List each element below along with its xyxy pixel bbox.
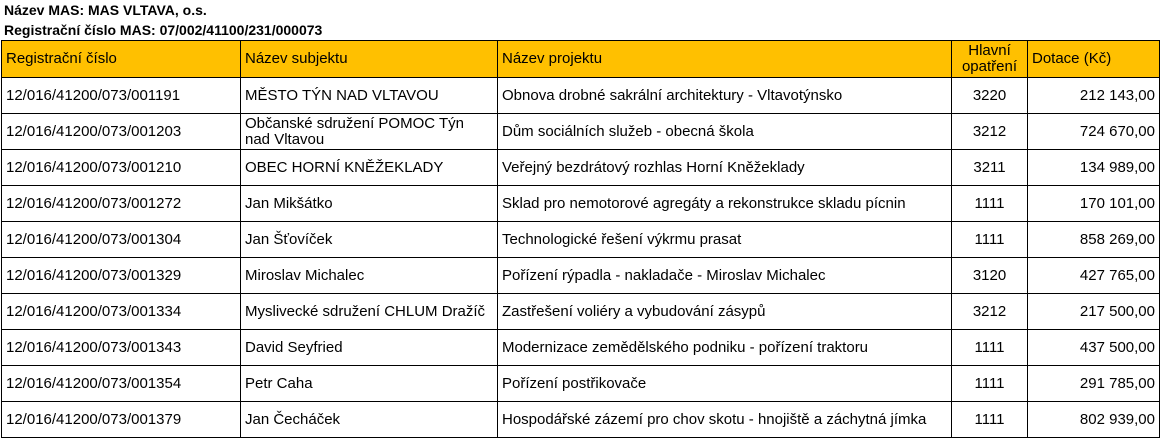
column-header-measure: Hlavní opatření bbox=[952, 41, 1028, 78]
amount-cell: 802 939,00 bbox=[1028, 402, 1160, 438]
measure-cell: 3212 bbox=[952, 294, 1028, 330]
mas-name-heading: Název MAS: MAS VLTAVA, o.s. bbox=[4, 2, 207, 18]
project-cell: Pořízení rýpadla - nakladače - Miroslav Michalec bbox=[498, 258, 952, 294]
project-cell: Sklad pro nemotorové agregáty a rekonstrukce skladu pícnin bbox=[498, 186, 952, 222]
measure-cell: 1111 bbox=[952, 402, 1028, 438]
subject-cell: MĚSTO TÝN NAD VLTAVOU bbox=[241, 78, 498, 114]
table-row bbox=[2, 258, 1160, 294]
registration-cell: 12/016/41200/073/001210 bbox=[2, 150, 241, 186]
registration-cell: 12/016/41200/073/001304 bbox=[2, 222, 241, 258]
measure-cell: 1111 bbox=[952, 222, 1028, 258]
registration-cell: 12/016/41200/073/001354 bbox=[2, 366, 241, 402]
amount-cell: 217 500,00 bbox=[1028, 294, 1160, 330]
project-cell: Technologické řešení výkrmu prasat bbox=[498, 222, 952, 258]
project-cell: Modernizace zemědělského podniku - pořízení traktoru bbox=[498, 330, 952, 366]
column-header-project: Název projektu bbox=[498, 41, 952, 78]
project-cell: Hospodářské zázemí pro chov skotu - hnojiště a záchytná jímka bbox=[498, 402, 952, 438]
column-header-registration: Registrační číslo bbox=[2, 41, 241, 78]
measure-cell: 3120 bbox=[952, 258, 1028, 294]
amount-cell: 427 765,00 bbox=[1028, 258, 1160, 294]
registration-cell: 12/016/41200/073/001343 bbox=[2, 330, 241, 366]
subject-cell: Petr Caha bbox=[241, 366, 498, 402]
table-row bbox=[2, 114, 1160, 150]
project-cell: Obnova drobné sakrální architektury - Vltavotýnsko bbox=[498, 78, 952, 114]
amount-cell: 724 670,00 bbox=[1028, 114, 1160, 150]
measure-cell: 1111 bbox=[952, 330, 1028, 366]
registration-cell: 12/016/41200/073/001379 bbox=[2, 402, 241, 438]
amount-cell: 858 269,00 bbox=[1028, 222, 1160, 258]
column-header-subject: Název subjektu bbox=[241, 41, 498, 78]
project-cell: Zastřešení voliéry a vybudování zásypů bbox=[498, 294, 952, 330]
subject-cell: David Seyfried bbox=[241, 330, 498, 366]
projects-table bbox=[1, 40, 1160, 438]
registration-cell: 12/016/41200/073/001191 bbox=[2, 78, 241, 114]
table-row bbox=[2, 78, 1160, 114]
table-row bbox=[2, 366, 1160, 402]
table-row bbox=[2, 330, 1160, 366]
measure-cell: 1111 bbox=[952, 186, 1028, 222]
project-cell: Dům sociálních služeb - obecná škola bbox=[498, 114, 952, 150]
amount-cell: 291 785,00 bbox=[1028, 366, 1160, 402]
subject-cell: Miroslav Michalec bbox=[241, 258, 498, 294]
column-header-amount: Dotace (Kč) bbox=[1028, 41, 1160, 78]
subject-cell: Jan Čecháček bbox=[241, 402, 498, 438]
measure-cell: 3211 bbox=[952, 150, 1028, 186]
amount-cell: 134 989,00 bbox=[1028, 150, 1160, 186]
mas-registration-heading: Registrační číslo MAS: 07/002/41100/231/000073 bbox=[4, 22, 323, 38]
table-row bbox=[2, 222, 1160, 258]
registration-cell: 12/016/41200/073/001272 bbox=[2, 186, 241, 222]
subject-cell: Jan Šťovíček bbox=[241, 222, 498, 258]
subject-cell: Myslivecké sdružení CHLUM Dražíč bbox=[241, 294, 498, 330]
subject-cell: OBEC HORNÍ KNĚŽEKLADY bbox=[241, 150, 498, 186]
table-body bbox=[2, 78, 1160, 438]
measure-cell: 3220 bbox=[952, 78, 1028, 114]
subject-cell: Jan Mikšátko bbox=[241, 186, 498, 222]
table-header-row bbox=[2, 41, 1160, 78]
table-row bbox=[2, 186, 1160, 222]
subject-cell: Občanské sdružení POMOC Týn nad Vltavou bbox=[241, 114, 498, 150]
registration-cell: 12/016/41200/073/001334 bbox=[2, 294, 241, 330]
measure-cell: 1111 bbox=[952, 366, 1028, 402]
registration-cell: 12/016/41200/073/001203 bbox=[2, 114, 241, 150]
table-row bbox=[2, 150, 1160, 186]
measure-cell: 3212 bbox=[952, 114, 1028, 150]
project-cell: Pořízení postřikovače bbox=[498, 366, 952, 402]
project-cell: Veřejný bezdrátový rozhlas Horní Kněžeklady bbox=[498, 150, 952, 186]
table-row bbox=[2, 402, 1160, 438]
amount-cell: 212 143,00 bbox=[1028, 78, 1160, 114]
amount-cell: 170 101,00 bbox=[1028, 186, 1160, 222]
registration-cell: 12/016/41200/073/001329 bbox=[2, 258, 241, 294]
amount-cell: 437 500,00 bbox=[1028, 330, 1160, 366]
table-row bbox=[2, 294, 1160, 330]
